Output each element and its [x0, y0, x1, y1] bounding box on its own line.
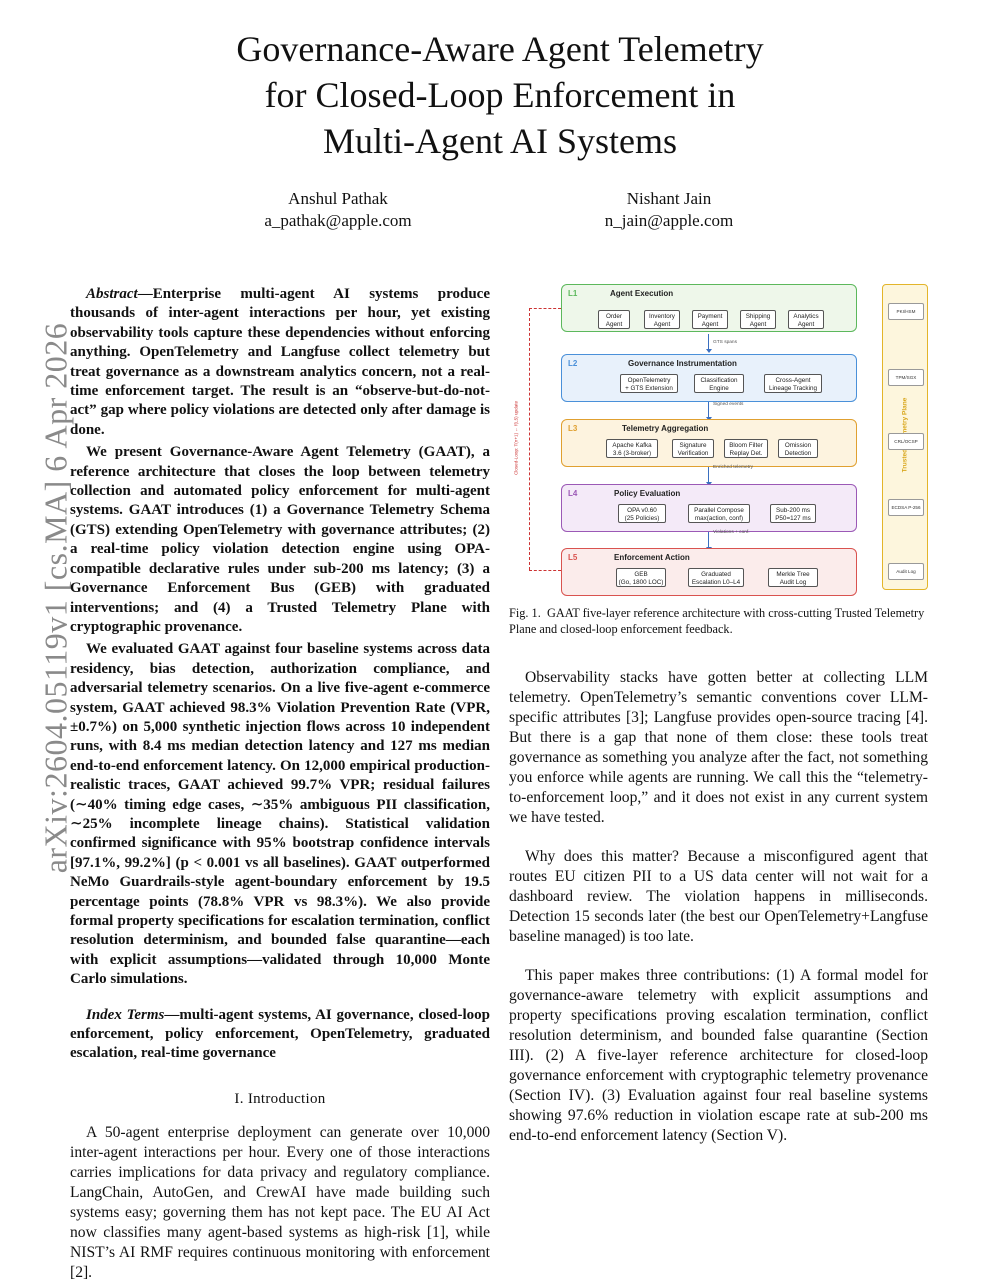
- component-box: Order Agent: [598, 310, 630, 329]
- layer-l2: [561, 354, 857, 402]
- layer-l5: [561, 548, 857, 596]
- component-box: Graduated Escalation L0–L4: [688, 568, 744, 587]
- layer-tag: L2: [568, 359, 578, 368]
- author-block-1: [188, 188, 488, 232]
- title-line-3: Multi-Agent AI Systems: [322, 121, 677, 161]
- author-block-2: [519, 188, 819, 232]
- section-heading: I. Introduction: [234, 1090, 326, 1107]
- connector-arrow: [708, 402, 709, 418]
- abstract-text-1: —Enterprise multi-agent AI systems produce thousands of inter-agent interactions per hour, yet existing observability tools capture these dependencies without enforcing anything. OpenTelemetry and Langfuse collect telemetry but treat governance as a downstream analytics concern, not a real-time enforcement target. The result is an “observe-but-do-not-act” gap where policy violations are detected only after damage is done.: [70, 286, 490, 438]
- abstract-paragraph-1: [70, 285, 490, 440]
- component-box: Classification Engine: [694, 374, 744, 393]
- component-box: Signature Verification: [672, 439, 714, 458]
- plane-item: Audit Log: [888, 563, 924, 580]
- abstract-paragraph-2: We present Governance-Aware Agent Telemetry (GAAT), a reference architecture that closes the loop between telemetry collection and automated policy enforcement for multi-agent systems. GAAT introduces (1) a Governance Telemetry Schema (GTS) extending OpenTelemetry with governance attributes; (2) a real-time policy violation detection engine using OPA-compatible declarative rules under sub-200 ms latency; (3) a Governance Enforcement Bus (GEB) with graduated interventions; and (4) a Trusted Telemetry Plane with cryptographic provenance.: [70, 444, 490, 635]
- connector-arrow: [708, 334, 709, 350]
- connector-label: Enriched telemetry: [713, 465, 753, 470]
- component-box: OPA v0.60 (25 Policies): [618, 504, 666, 523]
- caption-text: GAAT five-layer reference architecture with cross-cutting Trusted Telemetry Plane and closed-loop enforcement feedback.: [509, 606, 925, 636]
- caption-label: Fig. 1.: [509, 606, 541, 620]
- connector-arrow: [708, 532, 709, 548]
- connector-label: GTS spans: [713, 340, 737, 345]
- plane-item: ECDSA P-256: [888, 499, 924, 516]
- author-email[interactable]: a_pathak@apple.com: [264, 211, 412, 230]
- paper-title: [150, 26, 850, 164]
- arxiv-identifier: arXiv:2604.05119v1 [cs.MA] 6 Apr 2026: [37, 322, 74, 874]
- figure-caption: [509, 606, 933, 638]
- connector-label: Signed events: [713, 402, 744, 407]
- author-email[interactable]: n_jain@apple.com: [604, 211, 734, 230]
- component-box: Shipping Agent: [740, 310, 776, 329]
- layer-l3: [561, 419, 857, 467]
- layer-l1: [561, 284, 857, 332]
- layer-name: Telemetry Aggregation: [622, 424, 709, 433]
- title-line-1: Governance-Aware Agent Telemetry: [236, 29, 764, 69]
- layer-name: Governance Instrumentation: [628, 359, 737, 368]
- architecture-figure: [509, 278, 933, 600]
- author-name: Anshul Pathak: [288, 189, 388, 208]
- index-terms: [70, 1006, 490, 1064]
- component-box: Omission Detection: [778, 439, 818, 458]
- abstract-label: Abstract: [86, 286, 138, 302]
- layer-tag: L1: [568, 289, 578, 298]
- right-column: [509, 668, 928, 1146]
- title-line-2: for Closed-Loop Enforcement in: [264, 75, 736, 115]
- layer-tag: L3: [568, 424, 578, 433]
- right-paragraph-2: Why does this matter? Because a misconfigured agent that routes EU citizen PII to a US data center will not wait for a dashboard review. The violation happens in milliseconds. Detection 15 seconds later (the best our OpenTelemetry+Langfuse baseline managed) is too late.: [509, 848, 928, 945]
- closed-loop-line: [529, 308, 530, 570]
- left-column: [70, 285, 490, 1283]
- closed-loop-top: [529, 308, 561, 309]
- component-box: Analytics Agent: [788, 310, 824, 329]
- index-terms-text: —multi-agent systems, AI governance, closed-loop enforcement, policy enforcement, OpenTelemetry, graduated escalation, real-time governance: [70, 1006, 490, 1062]
- component-box: OpenTelemetry + GTS Extension: [620, 374, 678, 393]
- component-box: Payment Agent: [692, 310, 728, 329]
- right-paragraph-3: This paper makes three contributions: (1) A formal model for governance-aware telemetry with explicit assumptions and property specifications proving escalation termination, conflict resolution determinism, and bounded false quarantine (Section III). (2) A five-layer reference architecture for closed-loop governance enforcement with cryptographic telemetry provenance (Section IV). (3) Evaluation against four real baseline systems showing 97.6% reduction in violation escape rate at sub-200 ms end-to-end enforcement latency (Section V).: [509, 967, 928, 1144]
- layer-tag: L5: [568, 553, 578, 562]
- closed-loop-label: Closed-Loop: T(n+1) ← f(L5) update: [513, 400, 519, 476]
- intro-paragraph-1: A 50-agent enterprise deployment can generate over 10,000 inter-agent interactions per hour. Every one of those interactions carries implications for data privacy and regulatory compliance. LangChain, AutoGen, and CrewAI have made building such systems easy; governing them has not kept pace. The EU AI Act now classifies many agent-based systems as high-risk [1], while NIST’s AI RMF requires continuous monitoring with enforcement [2].: [70, 1124, 490, 1282]
- component-box: Parallel Compose max(action, conf): [688, 504, 750, 523]
- trusted-telemetry-plane: [882, 284, 928, 590]
- closed-loop-bottom: [529, 570, 561, 571]
- component-box: Apache Kafka 3.6 (3-broker): [606, 439, 658, 458]
- component-box: Merkle Tree Audit Log: [768, 568, 818, 587]
- connector-arrow: [708, 467, 709, 483]
- component-box: Cross-Agent Lineage Tracking: [764, 374, 822, 393]
- abstract-paragraph-3: We evaluated GAAT against four baseline systems across data residency, bias detection, authorization compliance, and adversarial telemetry scenarios. On a live five-agent e-commerce system, GAAT achieved 98.3% Violation Prevention Rate (VPR, ±0.7%) on 5,000 synthetic injection flows across 10 independent runs, with 8.4 ms median detection latency and 127 ms median end-to-end enforcement latency. On 12,000 empirical production-realistic traces, GAAT achieved 99.7% VPR; residual failures (∼40% timing edge cases, ∼35% ambiguous PII classification, ∼25% incomplete lineage chains). Statistical validation confirmed significance with 95% bootstrap confidence intervals [97.1%, 99.2%] (p < 0.001 vs all baselines). GAAT outperformed NeMo Guardrails-style agent-boundary enforcement by 19.5 percentage points (78.8% VPR vs 98.3%). We also provide formal property specifications for escalation termination, conflict resolution determinism, and bounded false quarantine—each with explicit assumptions—validated through 10,000 Monte Carlo simulations.: [70, 641, 490, 988]
- connector-label: Violations + conf.: [713, 530, 750, 535]
- plane-item: TPM/SGX: [888, 369, 924, 386]
- layer-tag: L4: [568, 489, 578, 498]
- component-box: GEB (Go, 1800 LOC): [616, 568, 666, 587]
- author-name: Nishant Jain: [626, 189, 712, 208]
- layer-name: Enforcement Action: [614, 553, 690, 562]
- plane-item: CRL/OCSP: [888, 433, 924, 450]
- layer-l4: [561, 484, 857, 532]
- layer-name: Policy Evaluation: [614, 489, 681, 498]
- plane-item: PKI/HSM: [888, 303, 924, 320]
- component-box: Inventory Agent: [644, 310, 680, 329]
- component-box: Sub-200 ms P50=127 ms: [770, 504, 816, 523]
- right-paragraph-1: Observability stacks have gotten better at collecting LLM telemetry. OpenTelemetry’s semantic conventions cover LLM-specific attributes [3]; Langfuse provides open-source tracing [4]. But there is a gap that none of them close: these tools treat governance as something you analyze after the fact, not something you enforce while agents are running. We call this the “telemetry-to-enforcement loop,” and it does not exist in any current system we have tested.: [509, 669, 928, 826]
- layer-name: Agent Execution: [610, 289, 674, 298]
- component-box: Bloom Filter Replay Det.: [724, 439, 768, 458]
- index-terms-label: Index Terms: [86, 1006, 165, 1023]
